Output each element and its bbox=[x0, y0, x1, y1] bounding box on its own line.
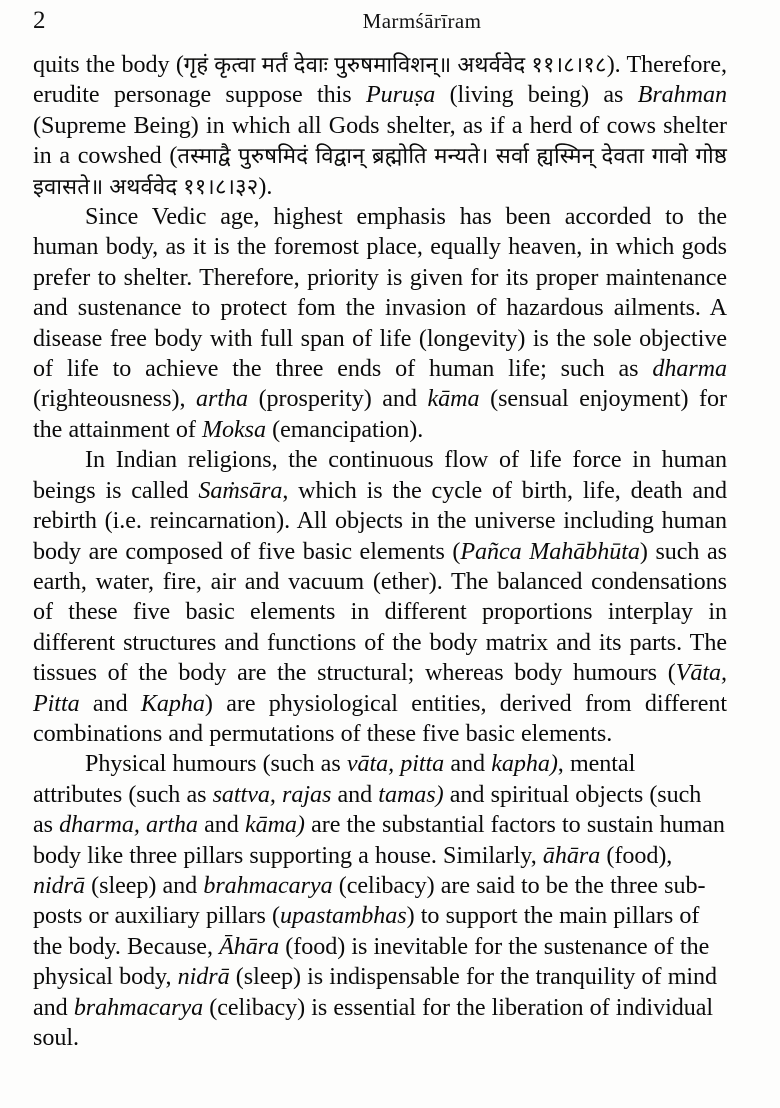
text-run: (food) is inevitable for the sustenance of the physical body, bbox=[33, 933, 710, 991]
text-run: are the substantial factors to sustain human body like three pillars supporting a house. Similarly, bbox=[33, 812, 725, 869]
text-run: (righteousness), bbox=[33, 386, 197, 413]
italic-term: dharma bbox=[652, 356, 727, 383]
italic-term: Puruṣa bbox=[365, 82, 436, 109]
text-run: and bbox=[444, 751, 492, 778]
text-run: (living being) as bbox=[435, 82, 638, 109]
italic-term: Kapha bbox=[140, 690, 205, 717]
text-run: (celibacy) is essential for the liberation of individual soul. bbox=[33, 994, 714, 1051]
text-run: ) to support the main pillars of the body. Because, bbox=[33, 903, 700, 960]
paragraph-2 bbox=[33, 202, 727, 445]
running-title: Marmśārīram bbox=[362, 9, 482, 33]
italic-term: sattva, rajas bbox=[212, 781, 332, 808]
text-run: and bbox=[79, 690, 141, 717]
page-number: 2 bbox=[33, 7, 46, 34]
text-run: ). Therefore, erudite personage suppose this bbox=[33, 52, 727, 109]
italic-term: kapha) bbox=[491, 751, 558, 778]
text-run: (prosperity) and bbox=[247, 386, 428, 413]
italic-term: Vāta, Pitta bbox=[33, 660, 727, 717]
text-run: and bbox=[331, 781, 379, 808]
paragraph-4 bbox=[33, 749, 727, 1053]
running-head bbox=[33, 8, 725, 40]
text-run: and bbox=[197, 812, 245, 839]
italic-term: vāta, pitta bbox=[346, 751, 445, 778]
italic-term: kāma bbox=[427, 386, 480, 413]
italic-term: nidrā bbox=[177, 964, 230, 991]
text-run: (food), bbox=[600, 842, 673, 869]
text-run: and spiritual objects (such as bbox=[33, 781, 702, 839]
text-run: quits the body ( bbox=[33, 52, 184, 78]
text-run: In Indian religions, the continuous flow of life force in human beings is called bbox=[33, 447, 727, 504]
text-run: ) such as earth, water, fire, air and vacuum (ether). The balanced condensations of these five basic elements in different proportions interplay in different structures and functions of the body matrix and its parts. The tissues of the body are the structural; whereas body humours ( bbox=[33, 538, 727, 687]
text-run: (Supreme Being) in which all Gods shelter, as if a herd of cows shelter in a cowshed ( bbox=[33, 112, 727, 170]
text-run: (sensual enjoyment) for the attainment of bbox=[33, 386, 727, 443]
italic-term: nidrā bbox=[33, 872, 85, 899]
italic-term: brahmacarya bbox=[73, 994, 204, 1021]
text-run: ). bbox=[258, 173, 273, 200]
paragraph-3 bbox=[33, 445, 727, 749]
italic-term: Moksa bbox=[201, 416, 266, 443]
text-run: (emancipation). bbox=[265, 416, 424, 443]
italic-term: Saṁsāra bbox=[198, 477, 283, 504]
italic-term: brahmacarya bbox=[203, 872, 333, 899]
text-run: (celibacy) are said to be the three sub-posts or auxiliary pillars ( bbox=[33, 872, 706, 930]
text-run: , which is the cycle of birth, life, death and rebirth (i.e. reincarnation). All objects in the universe including human body are composed of five basic elements ( bbox=[33, 477, 727, 565]
text-run: Since Vedic age, highest emphasis has been accorded to the human body, as it is the foremost place, equally heaven, in which gods prefer to shelter. Therefore, priority is given for its proper maintenance and sustenance to protect fom the invasion of hazardous ailments. A disease free body with full span of life (longevity) is the sole objective of life to achieve the three ends of human life; such as bbox=[33, 204, 727, 383]
italic-term: kāma) bbox=[244, 812, 305, 839]
italic-term: Āhāra bbox=[219, 933, 280, 960]
italic-term: Brahman bbox=[637, 82, 728, 109]
paragraph-1 bbox=[33, 50, 727, 202]
text-run: (sleep) is indispensable for the tranquility of mind and bbox=[33, 964, 718, 1021]
text-run: Physical humours (such as bbox=[85, 751, 347, 778]
italic-term: āhāra bbox=[542, 842, 601, 869]
text-run: (sleep) and bbox=[84, 872, 204, 899]
body-text-column bbox=[33, 50, 727, 1053]
sanskrit-citation: तस्माद्वै पुरुषमिदं विद्वान् ब्रह्मोति मन्यते। सर्वा ह्यस्मिन् देवता गावो गोष्ठ इवासते॥ अथर्ववेद ११।८।३२ bbox=[33, 143, 727, 199]
text-run: ) are physiological entities, derived from different combinations and permutations of these five basic elements. bbox=[33, 690, 727, 747]
italic-term: artha bbox=[196, 386, 248, 413]
text-run: , mental attributes (such as bbox=[33, 751, 636, 808]
sanskrit-citation: गृहं कृत्वा मर्तं देवाः पुरुषमाविशन्॥ अथर्ववेद ११।८।१८ bbox=[183, 52, 607, 77]
italic-term: upastambhas bbox=[280, 903, 407, 930]
italic-term: tamas) bbox=[378, 781, 444, 808]
italic-term: dharma, artha bbox=[59, 812, 198, 839]
italic-term: Pañca Mahābhūta bbox=[460, 538, 640, 565]
